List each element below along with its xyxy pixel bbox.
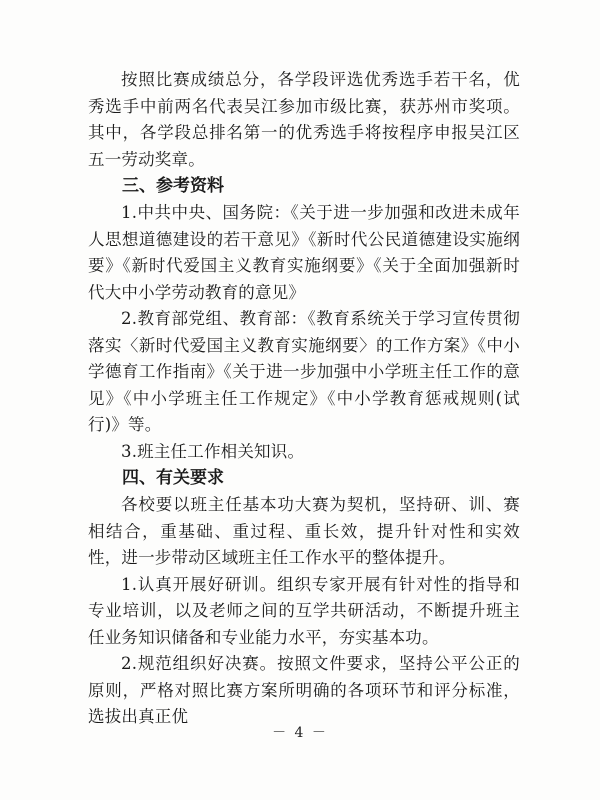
reference-item-3: 3.班主任工作相关知识。	[121, 441, 305, 461]
section-heading-requirements: 四、有关要求	[122, 468, 224, 488]
requirement-item-2: 2.规范组织好决赛。按照文件要求，坚持公平公正的原则，严格对照比赛方案所明确的各项环节和评分标准，选拔出真正优	[88, 654, 520, 726]
requirement-item-1: 1.认真开展好研训。组织专家开展有针对性的指导和专业培训，以及老师之间的互学共研活动，不断提升班主任业务知识储备和专业能力水平，夯实基本功。	[88, 574, 520, 647]
section-heading-references: 三、参考资料	[122, 176, 224, 196]
reference-item-2: 2.教育部党组、教育部：《教育系统关于学习宣传贯彻落实〈新时代爱国主义教育实施纲要〉的工作方案》《中小学德育工作指南》《关于进一步加强中小学班主任工作的意见》《中小学班主任工作规定》《中小学教育惩戒规则(试行)》等。	[88, 309, 520, 434]
requirements-intro: 各校要以班主任基本功大赛为契机，坚持研、训、赛相结合，重基础、重过程、重长效，提升针对性和实效性，进一步带动区域班主任工作水平的整体提升。	[88, 495, 520, 567]
document-body	[88, 67, 520, 731]
paragraph-award-rules: 按照比赛成绩总分，各学段评选优秀选手若干名，优秀选手中前两名代表吴江参加市级比赛，获苏州市奖项。其中，各学段总排名第一的优秀选手将按程序申报吴江区五一劳动奖章。	[88, 70, 520, 169]
page-number: － 4 －	[272, 725, 328, 741]
reference-item-1: 1.中共中央、国务院：《关于进一步加强和改进未成年人思想道德建设的若干意见》《新时代公民道德建设实施纲要》《新时代爱国主义教育实施纲要》《关于全面加强新时代大中小学劳动教育的意见》	[88, 203, 520, 302]
